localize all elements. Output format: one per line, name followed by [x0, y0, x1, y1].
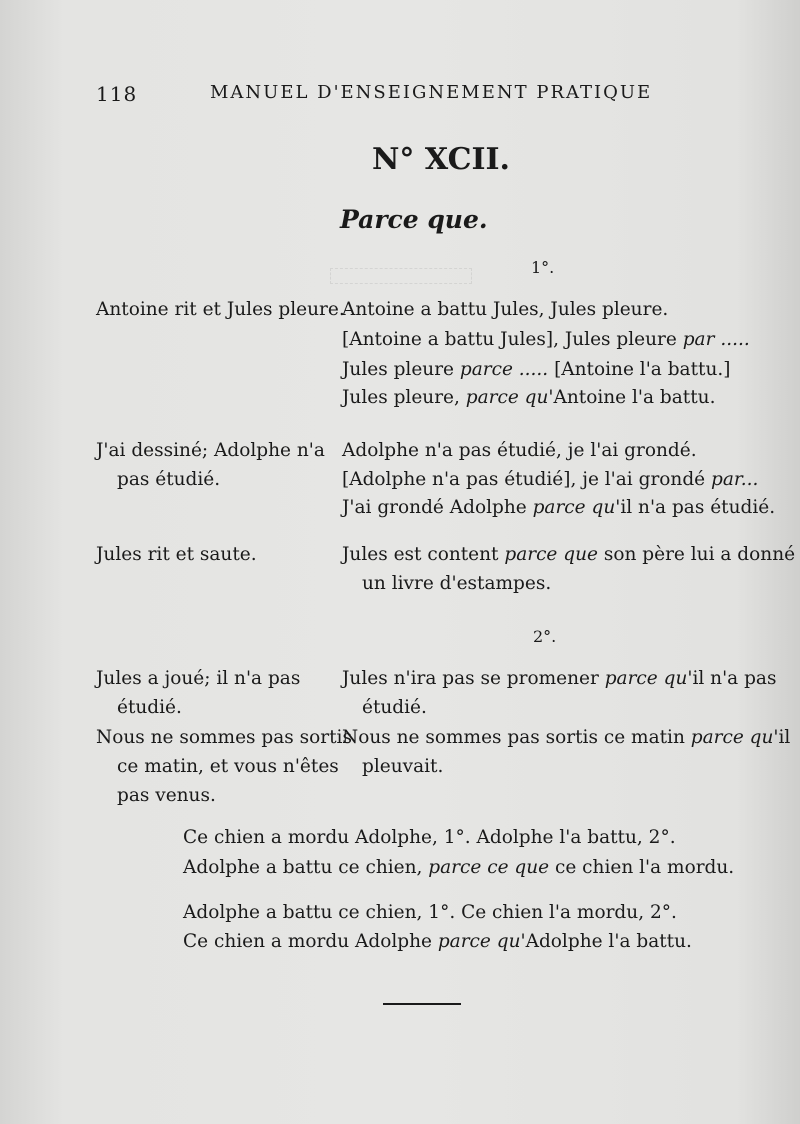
running-title: MANUEL D'ENSEIGNEMENT PRATIQUE [210, 82, 653, 103]
closing-rule [383, 1003, 461, 1005]
right-sentence: [Antoine a battu Jules], Jules pleure par ..... [342, 329, 750, 350]
example-sentence: Adolphe a battu ce chien, parce ce que ce chien l'a mordu. [183, 857, 735, 878]
right-sentence: Jules est content parce que son père lui a donné [342, 544, 796, 565]
left-sentence: étudié. [117, 697, 182, 718]
left-sentence: pas venus. [117, 785, 216, 806]
left-sentence: ce matin, et vous n'êtes [117, 756, 339, 777]
right-sentence: J'ai grondé Adolphe parce qu'il n'a pas étudié. [342, 497, 776, 518]
right-sentence: Jules n'ira pas se promener parce qu'il n'a pas [342, 668, 777, 689]
left-sentence: pas étudié. [117, 469, 221, 490]
right-sentence: [Adolphe n'a pas étudié], je l'ai grondé par... [342, 469, 759, 490]
lesson-title: Parce que. [340, 205, 488, 234]
left-sentence: J'ai dessiné; Adolphe n'a [96, 440, 325, 461]
right-sentence: Jules pleure, parce qu'Antoine l'a battu. [342, 387, 716, 408]
right-sentence: un livre d'estampes. [362, 573, 552, 594]
left-sentence: Jules rit et saute. [96, 544, 257, 565]
example-sentence: Ce chien a mordu Adolphe, 1°. Adolphe l'a battu, 2°. [183, 827, 676, 848]
right-sentence: Nous ne sommes pas sortis ce matin parce qu'il [342, 727, 791, 748]
right-sentence: Adolphe n'a pas étudié, je l'ai grondé. [342, 440, 697, 461]
right-sentence: pleuvait. [362, 756, 444, 777]
example-sentence: Ce chien a mordu Adolphe parce qu'Adolphe l'a battu. [183, 931, 692, 952]
left-sentence: Jules a joué; il n'a pas [96, 668, 301, 689]
lesson-number: N° XCII. [372, 142, 511, 177]
right-sentence: Jules pleure parce ..... [Antoine l'a battu.] [342, 359, 731, 380]
left-sentence: Nous ne sommes pas sortis [96, 727, 352, 748]
right-sentence: Antoine a battu Jules, Jules pleure. [342, 299, 669, 320]
show-through-mark [330, 268, 472, 284]
section-1-marker: 1°. [531, 258, 555, 277]
page-number: 118 [96, 82, 138, 106]
example-sentence: Adolphe a battu ce chien, 1°. Ce chien l'a mordu, 2°. [183, 902, 677, 923]
right-sentence: étudié. [362, 697, 427, 718]
section-2-marker: 2°. [533, 627, 557, 646]
left-sentence: Antoine rit et Jules pleure. [96, 299, 345, 320]
